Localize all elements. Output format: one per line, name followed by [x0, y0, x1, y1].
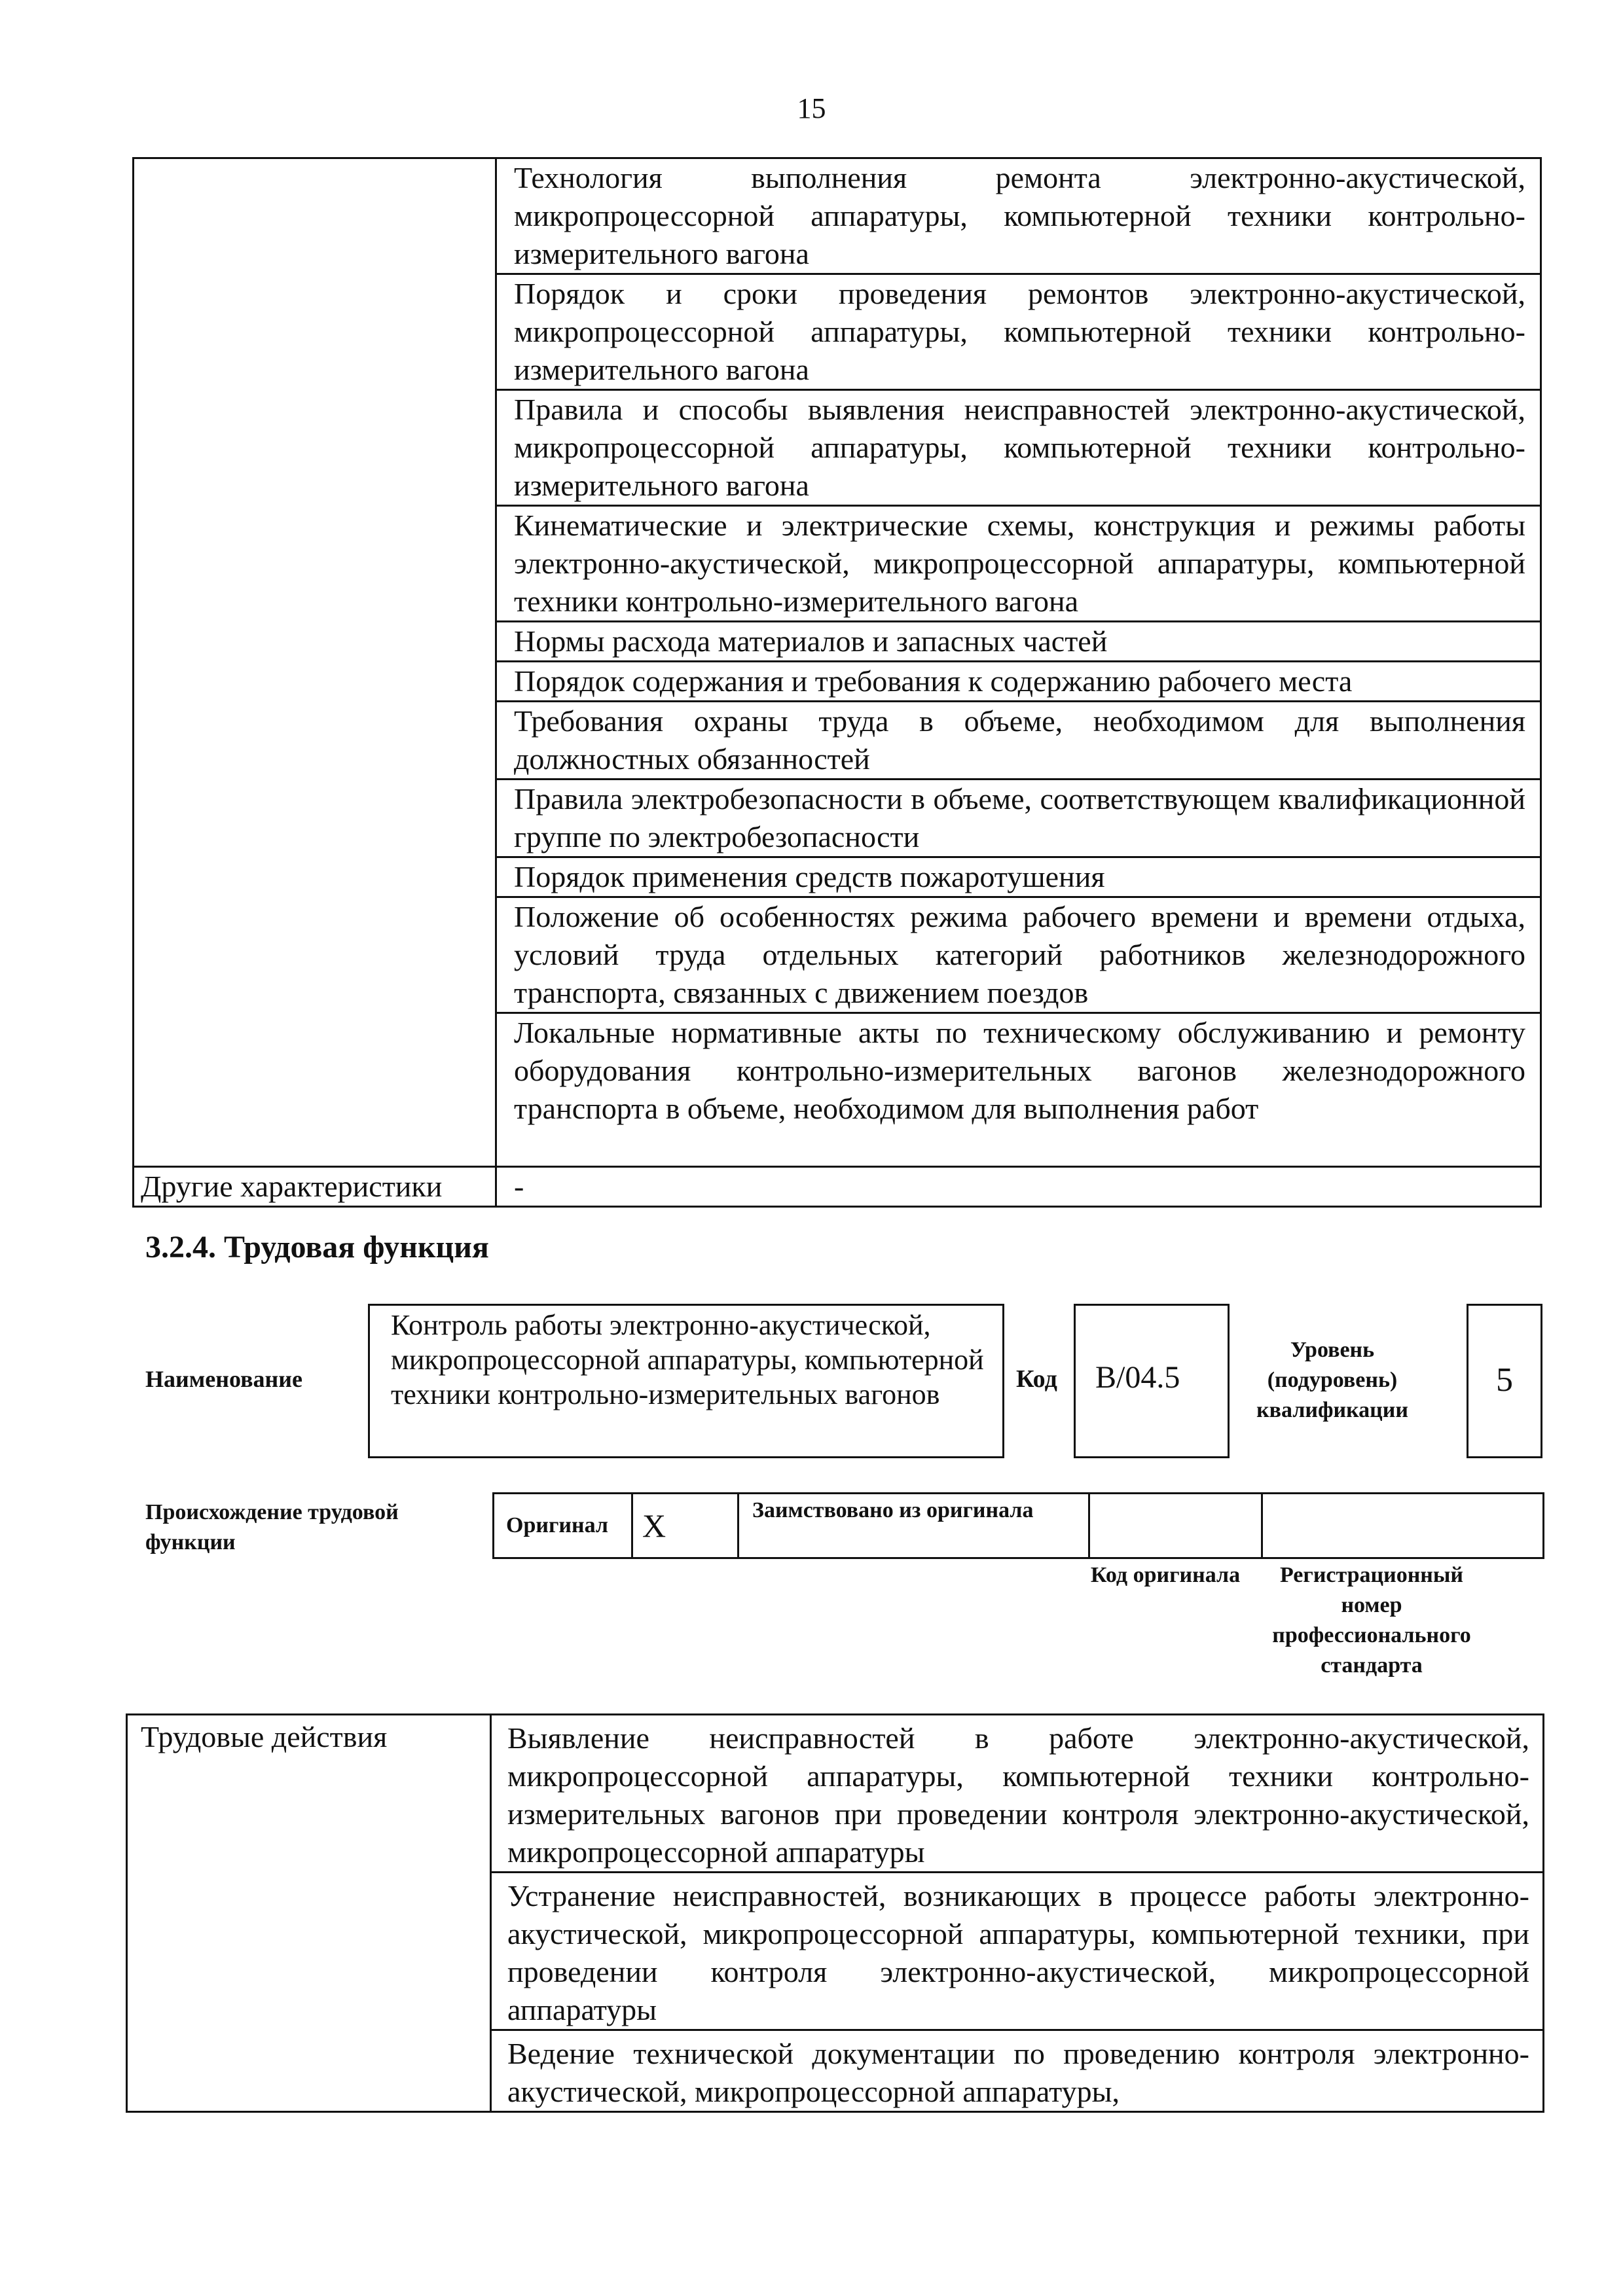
- table-row: [134, 1167, 1541, 1207]
- other-characteristics-label: Другие характеристики: [134, 1167, 496, 1207]
- code-label: Код: [1016, 1365, 1057, 1393]
- original-mark: X: [632, 1494, 739, 1558]
- function-code-box: B/04.5: [1074, 1304, 1230, 1458]
- table-cell: Положение об особенностях режима рабочего времени и времени отдыха, условий труда отдельных категорий работников железнодорожного транспорта, связанных с движением поездов: [496, 897, 1541, 1013]
- original-code-cell: [1089, 1494, 1262, 1558]
- section-heading: 3.2.4. Трудовая функция: [145, 1230, 489, 1265]
- table-cell: Кинематические и электрические схемы, конструкция и режимы работы электронно-акустической, микропроцессорной аппаратуры, компьютерной техники контрольно-измерительного вагона: [496, 506, 1541, 622]
- origin-table: [492, 1492, 1544, 1559]
- table-cell: Порядок и сроки проведения ремонтов электронно-акустической, микропроцессорной аппаратуры, компьютерной техники контрольно-измерительного вагона: [496, 274, 1541, 390]
- labor-actions-label: Трудовые действия: [127, 1715, 491, 2112]
- code-caption: Код оригинала: [1090, 1563, 1241, 1587]
- name-label: Наименование: [145, 1366, 302, 1392]
- origin-label: Происхождение трудовой функции: [145, 1500, 399, 1554]
- page-number: 15: [797, 92, 826, 124]
- borrowed-label: Заимствовано из оригинала: [739, 1494, 1089, 1558]
- table-cell: Требования охраны труда в объеме, необходимом для выполнения должностных обязанностей: [496, 702, 1541, 780]
- table-row: [127, 1715, 1544, 1873]
- table-cell: Ведение технической документации по проведению контроля электронно-акустической, микропроцессорной аппаратуры,: [491, 2030, 1544, 2112]
- table-cell: Порядок применения средств пожаротушения: [496, 857, 1541, 897]
- original-label: Оригинал: [494, 1494, 632, 1558]
- table-cell: Правила и способы выявления неисправностей электронно-акустической, микропроцессорной аппаратуры, компьютерной техники контрольно-измерительного вагона: [496, 390, 1541, 506]
- table-cell: Локальные нормативные акты по техническому обслуживанию и ремонту оборудования контрольно-измерительных вагонов железнодорожного транспорта в объеме, необходимом для выполнения работ: [496, 1013, 1541, 1167]
- table-cell: Порядок содержания и требования к содержанию рабочего места: [496, 662, 1541, 702]
- table-cell: Технология выполнения ремонта электронно-акустической, микропроцессорной аппаратуры, компьютерной техники контрольно-измерительного вагона: [496, 158, 1541, 274]
- table-cell: Устранение неисправностей, возникающих в процессе работы электронно-акустической, микропроцессорной аппаратуры, компьютерной техники, при проведении контроля электронно-акустической, микропроцессорной аппаратуры: [491, 1873, 1544, 2030]
- table-row: [494, 1494, 1544, 1558]
- registration-caption: Регистрационный номер профессионального стандарта: [1272, 1563, 1471, 1677]
- registration-number-cell: [1262, 1494, 1544, 1558]
- function-name-box: Контроль работы электронно-акустической, микропроцессорной аппаратуры, компьютерной техники контрольно-измерительных вагонов: [368, 1304, 1004, 1458]
- labor-actions-table: [126, 1713, 1544, 2113]
- knowledge-table: [132, 157, 1542, 1208]
- table-cell: Выявление неисправностей в работе электронно-акустической, микропроцессорной аппаратуры, компьютерной техники контрольно-измерительных вагонов при проведении контроля электронно-акустической, микропроцессорной аппаратуры: [491, 1715, 1544, 1873]
- table-cell: Нормы расхода материалов и запасных частей: [496, 622, 1541, 662]
- empty-label-cell: [134, 158, 496, 1167]
- other-characteristics-value: -: [496, 1167, 1541, 1207]
- table-row: [134, 158, 1541, 274]
- qualification-level-box: 5: [1467, 1304, 1542, 1458]
- qualification-level-label: Уровень (подуровень) квалификации: [1256, 1338, 1408, 1422]
- table-cell: Правила электробезопасности в объеме, соответствующем квалификационной группе по электробезопасности: [496, 780, 1541, 857]
